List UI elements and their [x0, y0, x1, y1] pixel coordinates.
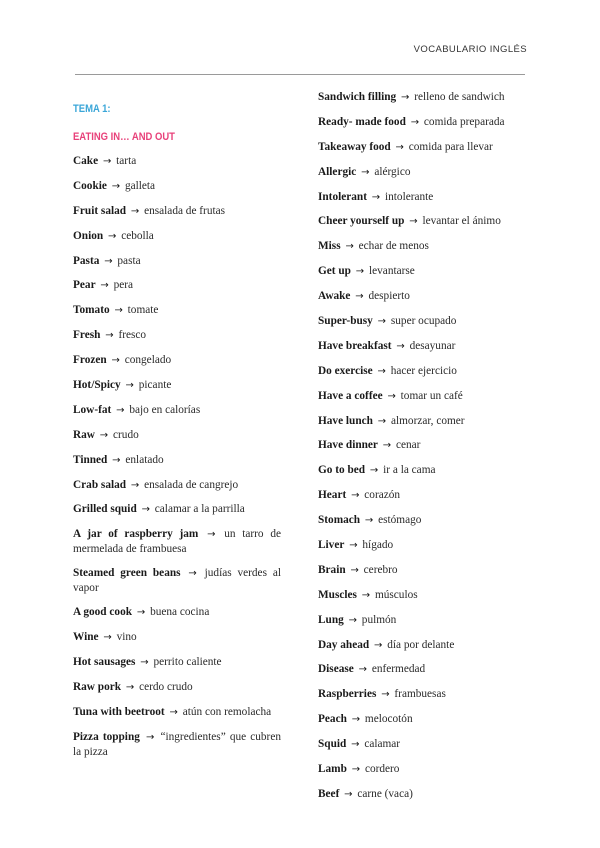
vocab-translation: calamar a la parrilla — [154, 503, 245, 516]
vocab-translation: cerdo crudo — [139, 680, 193, 693]
vocab-entry — [318, 140, 526, 155]
vocab-term: Have lunch — [318, 414, 373, 427]
arrow-right-icon: → — [188, 568, 197, 580]
vocab-translation: levantarse — [369, 265, 415, 278]
arrow-right-icon: → — [103, 632, 112, 644]
vocab-entry — [318, 115, 526, 130]
vocab-term: Low-fat — [73, 403, 112, 416]
arrow-right-icon: → — [373, 639, 383, 651]
arrow-right-icon: → — [107, 230, 117, 242]
vocab-term: A jar of raspberry jam — [73, 528, 199, 541]
vocab-entry — [318, 239, 526, 254]
vocab-translation: carne (vaca) — [357, 787, 413, 800]
arrow-right-icon: → — [395, 141, 404, 153]
vocab-translation: tomate — [127, 304, 159, 317]
vocab-term: Miss — [318, 240, 341, 253]
arrow-right-icon: → — [355, 291, 364, 303]
vocab-translation: día por delante — [387, 638, 455, 651]
vocab-entry — [73, 453, 281, 468]
vocab-translation: pasta — [117, 254, 141, 267]
vocab-translation: atún con remolacha — [182, 705, 272, 718]
arrow-right-icon: → — [358, 664, 367, 676]
vocab-translation: tomar un café — [400, 389, 463, 402]
vocab-entry — [318, 588, 526, 603]
vocab-translation: super ocupado — [390, 315, 457, 328]
vocab-entry — [318, 314, 526, 329]
section-subtitle: EATING IN… AND OUT — [73, 131, 175, 143]
vocab-term: Hot sausages — [73, 655, 136, 668]
vocab-term: Fresh — [73, 329, 101, 342]
arrow-right-icon: → — [377, 365, 386, 377]
vocab-translation: picante — [138, 379, 172, 392]
vocab-entry — [318, 165, 526, 180]
vocab-entry — [318, 737, 526, 752]
left-vocabulary-list — [73, 154, 281, 759]
vocab-term: Raspberries — [318, 688, 377, 701]
vocab-entry — [73, 502, 281, 517]
vocab-term: Do exercise — [318, 364, 373, 377]
arrow-right-icon: → — [410, 116, 420, 128]
vocab-entry — [73, 680, 281, 695]
arrow-right-icon: → — [116, 404, 125, 416]
vocab-entry — [318, 613, 526, 628]
vocab-term: Lamb — [318, 763, 347, 776]
vocab-translation: almorzar, comer — [390, 414, 465, 427]
vocab-translation: estómago — [378, 514, 422, 527]
arrow-right-icon: → — [377, 415, 387, 427]
vocab-entry — [73, 566, 281, 595]
vocab-term: Liver — [318, 539, 345, 552]
arrow-right-icon: → — [345, 241, 354, 253]
vocab-translation: ensalada de cangrejo — [144, 478, 239, 491]
vocab-entry — [318, 787, 526, 802]
vocab-translation: cerebro — [363, 563, 398, 576]
vocab-term: Awake — [318, 290, 351, 303]
arrow-right-icon: → — [371, 191, 381, 203]
arrow-right-icon: → — [369, 465, 379, 477]
vocab-term: Raw pork — [73, 680, 122, 693]
vocab-term: Pear — [73, 279, 96, 292]
vocab-entry — [73, 303, 281, 318]
vocab-term: Get up — [318, 265, 351, 278]
vocab-translation: pulmón — [361, 613, 397, 626]
vocab-translation: vino — [116, 631, 137, 644]
vocab-term: Frozen — [73, 354, 107, 367]
vocab-translation: enlatado — [125, 453, 164, 466]
vocab-translation: pera — [113, 279, 134, 292]
vocab-translation: relleno de sandwich — [414, 91, 505, 103]
vocab-translation: corazón — [364, 489, 401, 502]
left-column — [73, 102, 281, 768]
arrow-right-icon: → — [351, 764, 361, 776]
arrow-right-icon: → — [364, 515, 374, 527]
vocab-entry — [318, 712, 526, 727]
vocab-translation: cebolla — [121, 229, 154, 242]
vocab-entry — [318, 364, 526, 379]
arrow-right-icon: → — [105, 330, 114, 342]
arrow-right-icon: → — [401, 92, 410, 103]
vocab-term: Peach — [318, 713, 347, 726]
arrow-right-icon: → — [351, 490, 360, 502]
vocab-entry — [73, 278, 281, 293]
vocab-term: Have a coffee — [318, 389, 383, 402]
vocab-translation: crudo — [113, 428, 139, 441]
arrow-right-icon: → — [396, 340, 405, 352]
vocab-entry — [318, 339, 526, 354]
vocab-entry — [73, 478, 281, 493]
vocab-term: Disease — [318, 663, 354, 676]
vocab-term: Squid — [318, 738, 347, 751]
vocab-entry — [73, 605, 281, 620]
arrow-right-icon: → — [111, 355, 120, 367]
vocab-term: Takeaway food — [318, 140, 391, 153]
page-header-title: VOCABULARIO INGLÉS — [413, 44, 527, 55]
vocab-entry — [318, 264, 526, 279]
vocab-entry — [318, 488, 526, 503]
vocab-term: Brain — [318, 563, 346, 576]
arrow-right-icon: → — [207, 529, 216, 541]
vocab-entry — [73, 428, 281, 443]
vocab-entry — [73, 527, 281, 556]
vocab-translation: enfermedad — [371, 663, 426, 676]
vocab-entry — [318, 289, 526, 304]
vocab-translation: un tarro de mermelada de frambuesa — [73, 528, 281, 556]
vocab-translation: frambuesas — [394, 688, 446, 701]
vocab-translation: desayunar — [409, 339, 456, 352]
arrow-right-icon: → — [100, 280, 109, 292]
vocab-term: Tinned — [73, 453, 108, 466]
arrow-right-icon: → — [361, 589, 371, 601]
vocab-entry — [318, 687, 526, 702]
vocab-entry — [318, 762, 526, 777]
vocab-translation: alérgico — [374, 165, 411, 178]
arrow-right-icon: → — [112, 454, 121, 466]
arrow-right-icon: → — [111, 180, 121, 192]
arrow-right-icon: → — [169, 706, 178, 718]
arrow-right-icon: → — [349, 540, 358, 552]
vocab-entry — [318, 463, 526, 478]
vocab-term: Hot/Spicy — [73, 379, 121, 392]
vocab-term: Heart — [318, 489, 347, 502]
vocab-translation: calamar — [364, 738, 401, 751]
arrow-right-icon: → — [409, 216, 418, 228]
vocab-term: Have dinner — [318, 439, 378, 452]
vocab-translation: judías verdes al vapor — [73, 567, 281, 595]
arrow-right-icon: → — [351, 739, 360, 751]
vocab-entry — [318, 513, 526, 528]
vocab-translation: fresco — [118, 329, 147, 342]
vocab-entry — [73, 179, 281, 194]
vocab-entry — [73, 705, 281, 720]
vocab-term: Steamed green beans — [73, 567, 181, 580]
vocab-translation: melocotón — [364, 713, 413, 726]
vocab-translation: ensalada de frutas — [144, 204, 226, 217]
arrow-right-icon: → — [381, 689, 390, 701]
vocab-entry — [73, 730, 281, 759]
vocab-translation: galleta — [124, 179, 156, 192]
vocab-term: Intolerant — [318, 190, 367, 203]
vocab-term: Cake — [73, 155, 99, 167]
vocab-entry — [73, 254, 281, 269]
vocab-term: Cookie — [73, 179, 107, 192]
arrow-right-icon: → — [351, 714, 361, 726]
vocab-entry — [318, 414, 526, 429]
vocab-term: Raw — [73, 428, 95, 441]
vocab-term: Muscles — [318, 588, 357, 601]
header-divider — [75, 74, 525, 75]
vocab-entry — [73, 154, 281, 169]
arrow-right-icon: → — [125, 380, 134, 392]
arrow-right-icon: → — [136, 607, 146, 619]
arrow-right-icon: → — [114, 305, 123, 317]
vocab-translation: músculos — [374, 588, 418, 601]
vocab-term: Fruit salad — [73, 204, 127, 217]
vocab-translation: cenar — [395, 439, 421, 452]
vocab-entry — [73, 229, 281, 244]
arrow-right-icon: → — [130, 205, 140, 217]
arrow-right-icon: → — [130, 479, 140, 491]
vocab-term: Allergic — [318, 165, 357, 178]
section-tema-label: TEMA 1: — [73, 103, 111, 115]
vocab-term: Lung — [318, 613, 344, 626]
vocab-entry — [73, 630, 281, 645]
vocab-term: Have breakfast — [318, 339, 392, 352]
vocab-entry — [73, 353, 281, 368]
vocab-term: Onion — [73, 229, 104, 242]
vocab-translation: despierto — [368, 290, 410, 303]
vocab-translation: echar de menos — [358, 240, 429, 253]
vocab-translation: intolerante — [385, 190, 434, 203]
arrow-right-icon: → — [382, 440, 392, 452]
vocab-translation: ir a la cama — [383, 464, 436, 477]
arrow-right-icon: → — [355, 266, 365, 278]
vocab-term: Pasta — [73, 254, 100, 267]
vocab-entry — [73, 204, 281, 219]
vocab-translation: cordero — [364, 763, 400, 776]
arrow-right-icon: → — [350, 564, 359, 576]
vocab-translation: comida preparada — [423, 115, 505, 128]
vocab-term: Pizza topping — [73, 730, 140, 743]
arrow-right-icon: → — [102, 156, 112, 167]
vocab-translation: comida para llevar — [408, 140, 493, 153]
arrow-right-icon: → — [361, 166, 370, 178]
arrow-right-icon: → — [99, 429, 109, 441]
vocab-entry — [318, 389, 526, 404]
vocab-translation: hígado — [362, 539, 394, 552]
arrow-right-icon: → — [145, 731, 155, 743]
vocab-entry — [318, 662, 526, 677]
arrow-right-icon: → — [125, 681, 135, 693]
vocab-translation: tarta — [116, 155, 137, 167]
vocab-translation: hacer ejercicio — [390, 364, 457, 377]
arrow-right-icon: → — [140, 656, 149, 668]
vocab-translation: levantar el ánimo — [422, 215, 501, 228]
vocab-entry — [73, 328, 281, 343]
vocab-entry — [318, 214, 526, 229]
vocab-entry — [318, 90, 526, 105]
right-column — [318, 90, 526, 812]
vocab-translation: bajo en calorías — [129, 403, 201, 416]
vocab-term: Ready- made food — [318, 115, 406, 128]
vocab-term: Go to bed — [318, 464, 366, 477]
vocab-term: Wine — [73, 631, 99, 644]
arrow-right-icon: → — [344, 788, 353, 800]
vocab-translation: buena cocina — [150, 606, 210, 619]
arrow-right-icon: → — [348, 614, 357, 626]
vocab-entry — [318, 190, 526, 205]
arrow-right-icon: → — [141, 504, 150, 516]
vocab-entry — [73, 378, 281, 393]
arrow-right-icon: → — [387, 390, 396, 402]
vocab-translation: perrito caliente — [153, 655, 222, 668]
vocab-term: Tuna with beetroot — [73, 705, 165, 718]
vocab-translation: congelado — [124, 354, 172, 367]
vocab-entry — [318, 638, 526, 653]
vocab-entry — [318, 563, 526, 578]
vocab-term: Crab salad — [73, 478, 127, 491]
vocab-term: Super-busy — [318, 315, 373, 328]
vocab-term: Cheer yourself up — [318, 215, 405, 228]
vocab-entry — [73, 655, 281, 670]
vocab-term: Sandwich filling — [318, 91, 397, 103]
vocab-entry — [318, 438, 526, 453]
vocab-entry — [318, 538, 526, 553]
vocab-term: Grilled squid — [73, 503, 137, 516]
arrow-right-icon: → — [104, 255, 113, 267]
vocab-translation: “ingredientes” que cubren la pizza — [73, 730, 281, 758]
arrow-right-icon: → — [377, 316, 387, 328]
right-vocabulary-list — [318, 90, 526, 802]
vocab-term: Beef — [318, 787, 340, 800]
vocab-term: Tomato — [73, 304, 110, 317]
vocab-entry — [73, 403, 281, 418]
vocab-term: Day ahead — [318, 638, 370, 651]
vocab-term: Stomach — [318, 514, 361, 527]
vocab-term: A good cook — [73, 606, 133, 619]
